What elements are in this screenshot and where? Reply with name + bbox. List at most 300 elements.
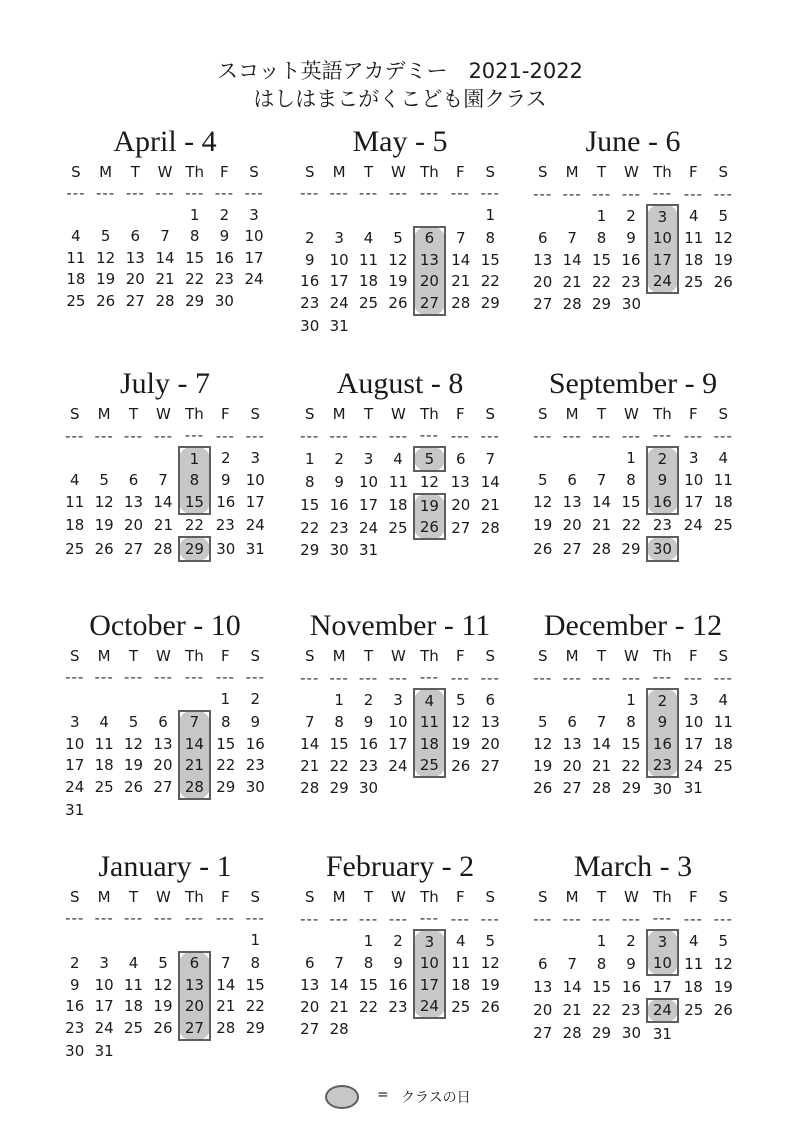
day-cell: 21: [592, 756, 612, 775]
separator-row: [60, 908, 270, 930]
day-cell: [210, 799, 240, 822]
day-cell: 22: [329, 756, 349, 775]
day-cell: 26: [480, 997, 500, 1016]
day-cell: 8: [626, 713, 636, 732]
separator-dash: ---: [65, 909, 85, 928]
separator-dash: ---: [155, 184, 175, 203]
day-cell: 1: [334, 691, 344, 710]
separator-dash: ---: [621, 426, 642, 445]
weekday-label: S: [485, 404, 496, 423]
day-cell: 20: [533, 1001, 553, 1020]
month-block: [528, 850, 738, 1045]
day-cell: [557, 447, 586, 470]
day-cell: [148, 1040, 178, 1063]
month-block: [295, 367, 505, 562]
week-row: [295, 953, 505, 975]
day-cell: 12: [124, 734, 144, 753]
day-cell: [709, 1022, 738, 1045]
day-cell: 14: [155, 248, 175, 267]
week-row: [528, 470, 738, 492]
weekday-label: Th: [653, 646, 672, 665]
day-cell: 2: [250, 690, 261, 709]
day-cell: 23: [215, 516, 235, 535]
day-cell: 29: [592, 1024, 612, 1043]
day-cell: 6: [158, 712, 168, 731]
day-cell: 20: [124, 516, 144, 535]
class-day-marker-icon: [325, 1085, 359, 1109]
class-day-cell: 20: [414, 271, 445, 293]
day-cell: 21: [451, 272, 471, 291]
separator-dash: ---: [562, 909, 582, 928]
day-cell: 1: [304, 449, 315, 468]
day-cell: 14: [562, 250, 582, 269]
class-day-cell: 27: [414, 292, 445, 315]
week-row: [528, 1022, 738, 1045]
day-cell: 5: [393, 228, 403, 247]
weekday-label: S: [718, 162, 729, 181]
day-cell: 9: [393, 954, 403, 973]
week-row: [295, 271, 505, 293]
week-row: [60, 733, 270, 755]
day-cell: 8: [596, 954, 607, 973]
day-cell: 13: [450, 473, 470, 492]
day-cell: 18: [124, 997, 144, 1016]
week-row: [60, 537, 270, 561]
separator-dash: ---: [621, 909, 642, 928]
day-cell: 29: [185, 291, 205, 310]
day-cell: 25: [451, 997, 471, 1016]
weekday-label: Th: [420, 646, 439, 665]
day-cell: 6: [485, 691, 496, 710]
separator-dash: ---: [562, 668, 582, 687]
day-cell: [119, 447, 148, 470]
day-cell: 23: [388, 997, 408, 1016]
class-day-cell: 3: [414, 930, 445, 953]
month-title: August - 8: [336, 367, 464, 400]
day-cell: [678, 293, 708, 316]
day-cell: 1: [596, 207, 607, 226]
day-cell: 24: [359, 518, 379, 537]
day-cell: 15: [621, 734, 641, 753]
day-cell: 11: [684, 954, 704, 973]
day-cell: [445, 204, 475, 227]
day-cell: 24: [329, 294, 349, 313]
separator-dash: ---: [184, 668, 205, 687]
day-cell: 2: [393, 932, 403, 951]
separator-dash: ---: [244, 184, 264, 203]
weekday-label: Th: [420, 162, 439, 181]
day-cell: 14: [300, 734, 320, 753]
day-cell: 9: [250, 712, 261, 731]
day-cell: 1: [626, 691, 636, 710]
day-cell: 9: [363, 713, 374, 732]
month-calendar-table: [528, 886, 738, 1045]
weekday-label: S: [537, 646, 548, 665]
day-cell: 21: [300, 756, 320, 775]
day-cell: 9: [221, 471, 231, 490]
month-title: January - 1: [98, 850, 232, 883]
weekday-header-row: [528, 403, 738, 425]
day-cell: [678, 1022, 708, 1045]
day-cell: 15: [300, 496, 320, 515]
class-day-cell: 3: [647, 930, 678, 953]
day-cell: 18: [684, 250, 704, 269]
day-cell: 12: [713, 229, 733, 248]
day-cell: 27: [451, 518, 471, 537]
day-cell: 19: [94, 516, 114, 535]
day-cell: 16: [65, 997, 85, 1016]
day-cell: 22: [245, 997, 265, 1016]
day-cell: [119, 1040, 148, 1063]
separator-dash: ---: [713, 184, 733, 203]
day-cell: [89, 799, 118, 822]
day-cell: 30: [621, 1024, 642, 1043]
weekday-label: Th: [653, 887, 672, 906]
weekday-label: F: [221, 887, 230, 906]
weekday-label: M: [565, 404, 579, 423]
day-cell: 5: [158, 953, 168, 972]
day-cell: 15: [359, 975, 379, 994]
day-cell: 31: [94, 1041, 114, 1060]
weekday-label: F: [221, 646, 230, 665]
day-cell: 6: [128, 471, 139, 490]
weekday-header-row: [60, 645, 270, 667]
week-row: [295, 930, 505, 953]
day-cell: 28: [592, 779, 612, 798]
month-block: [60, 609, 270, 821]
day-cell: 8: [485, 228, 496, 247]
day-cell: 16: [621, 977, 642, 996]
separator-dash: ---: [591, 184, 612, 203]
weekday-label: S: [69, 404, 80, 423]
day-cell: 29: [216, 778, 236, 797]
week-row: [528, 689, 738, 712]
class-day-cell: 18: [414, 733, 445, 755]
week-row: [528, 491, 738, 514]
day-cell: 15: [592, 250, 612, 269]
weekday-label: W: [624, 887, 639, 906]
week-row: [60, 514, 270, 538]
day-cell: 10: [359, 473, 379, 492]
day-cell: 30: [245, 778, 265, 797]
day-cell: 23: [65, 1019, 85, 1038]
month-calendar-table: [528, 645, 738, 800]
day-cell: 18: [359, 272, 379, 291]
week-row: [528, 537, 738, 561]
day-cell: 26: [388, 294, 408, 313]
class-day-cell: 15: [179, 491, 210, 514]
day-cell: 10: [684, 713, 704, 732]
class-day-cell: 9: [647, 470, 678, 492]
day-cell: 8: [304, 473, 315, 492]
separator-dash: ---: [300, 668, 320, 687]
day-cell: 25: [388, 518, 408, 537]
separator-dash: ---: [450, 668, 470, 687]
separator-dash: ---: [621, 668, 642, 687]
day-cell: [150, 204, 180, 226]
day-cell: 15: [592, 977, 612, 996]
separator-dash: ---: [94, 909, 114, 928]
day-cell: 28: [592, 539, 612, 558]
day-cell: [528, 930, 557, 953]
month-block: [295, 125, 505, 337]
class-day-cell: 27: [179, 1017, 210, 1040]
week-row: [295, 996, 505, 1019]
weekday-label: T: [596, 646, 607, 665]
weekday-label: F: [689, 404, 698, 423]
day-cell: 6: [130, 227, 141, 246]
day-cell: [709, 537, 738, 561]
class-day-cell: 28: [179, 776, 210, 799]
weekday-label: F: [220, 162, 229, 181]
legend-label: クラスの日: [401, 1090, 471, 1106]
day-cell: 18: [94, 756, 114, 775]
weekday-label: F: [456, 404, 465, 423]
day-cell: 24: [684, 756, 704, 775]
month-block: [60, 125, 270, 312]
day-cell: 27: [562, 779, 582, 798]
day-cell: [91, 204, 121, 226]
week-row: [60, 996, 270, 1018]
day-cell: 11: [713, 713, 733, 732]
separator-row: [295, 183, 505, 205]
day-cell: 6: [537, 954, 548, 973]
day-cell: 18: [713, 493, 733, 512]
day-cell: [445, 777, 475, 800]
month-block: [295, 609, 505, 800]
day-cell: 11: [65, 493, 85, 512]
day-cell: 6: [567, 471, 577, 490]
class-day-cell: 9: [647, 712, 678, 734]
weekday-label: M: [97, 646, 111, 665]
day-cell: 28: [329, 1020, 349, 1039]
day-cell: 1: [626, 449, 636, 468]
day-cell: 25: [713, 756, 733, 775]
day-cell: 27: [300, 1020, 320, 1039]
day-cell: 30: [621, 295, 642, 314]
weekday-label: F: [689, 887, 698, 906]
separator-dash: ---: [713, 668, 733, 687]
day-cell: 16: [216, 493, 236, 512]
day-cell: 25: [713, 516, 733, 535]
week-row: [295, 1018, 505, 1041]
day-cell: 21: [562, 272, 582, 291]
day-cell: 3: [363, 449, 374, 468]
day-cell: 26: [533, 779, 553, 798]
day-cell: 2: [363, 691, 374, 710]
day-cell: 25: [359, 294, 379, 313]
separator-dash: ---: [300, 909, 320, 928]
day-cell: [239, 290, 269, 312]
day-cell: 23: [621, 1001, 641, 1020]
weekday-header-row: [528, 886, 738, 908]
day-cell: 8: [221, 712, 231, 731]
day-cell: 24: [65, 778, 85, 797]
day-cell: 20: [451, 496, 471, 515]
day-cell: 29: [621, 539, 641, 558]
day-cell: 10: [684, 471, 704, 490]
day-cell: 22: [184, 516, 204, 535]
day-cell: 28: [451, 294, 471, 313]
month-calendar-table: [295, 403, 505, 562]
day-cell: [241, 799, 270, 822]
day-cell: 10: [245, 471, 265, 490]
separator-dash: ---: [65, 426, 85, 445]
day-cell: 11: [684, 229, 704, 248]
day-cell: [354, 1018, 383, 1041]
weekday-label: W: [391, 646, 406, 665]
day-cell: 5: [128, 712, 139, 731]
day-cell: 28: [300, 779, 320, 798]
separator-dash: ---: [591, 909, 612, 928]
day-cell: 25: [684, 1001, 704, 1020]
month-title: March - 3: [573, 850, 693, 883]
day-cell: 9: [334, 473, 344, 492]
day-cell: 3: [689, 691, 699, 710]
day-cell: [210, 929, 240, 952]
day-cell: 16: [300, 272, 320, 291]
weekday-label: W: [624, 646, 639, 665]
day-cell: [179, 799, 210, 822]
separator-dash: ---: [652, 184, 673, 203]
day-cell: 26: [451, 756, 471, 775]
weekday-label: S: [537, 887, 548, 906]
day-cell: 21: [592, 516, 612, 535]
day-cell: 5: [537, 471, 548, 490]
day-cell: 15: [245, 975, 265, 994]
day-cell: 25: [124, 1019, 144, 1038]
day-cell: 27: [480, 756, 500, 775]
day-cell: 7: [596, 471, 607, 490]
day-cell: 31: [245, 539, 265, 558]
day-cell: 28: [155, 291, 175, 310]
day-cell: 20: [300, 997, 320, 1016]
weekday-label: F: [456, 162, 465, 181]
day-cell: 24: [388, 756, 408, 775]
day-cell: 31: [359, 541, 379, 560]
class-day-cell: 7: [179, 711, 210, 734]
day-cell: 1: [250, 931, 261, 950]
day-cell: 16: [359, 734, 379, 753]
separator-dash: ---: [621, 184, 642, 203]
weekday-label: T: [596, 162, 607, 181]
day-cell: 5: [537, 713, 548, 732]
day-cell: 11: [94, 734, 114, 753]
class-day-cell: 25: [414, 755, 445, 778]
day-cell: 18: [713, 734, 733, 753]
month-title: September - 9: [548, 367, 718, 400]
day-cell: 5: [456, 691, 466, 710]
week-row: [60, 711, 270, 734]
day-cell: [89, 929, 118, 952]
separator-row: [60, 667, 270, 689]
weekday-label: S: [250, 404, 261, 423]
day-cell: 8: [189, 227, 200, 246]
weekday-label: Th: [185, 887, 204, 906]
weekday-label: F: [689, 646, 698, 665]
day-cell: 26: [153, 1019, 173, 1038]
weekday-label: Th: [653, 162, 672, 181]
weekday-header-row: [295, 886, 505, 908]
separator-row: [295, 667, 505, 690]
separator-dash: ---: [96, 184, 116, 203]
day-cell: 10: [65, 734, 85, 753]
day-cell: 15: [480, 250, 500, 269]
day-cell: [414, 777, 445, 800]
day-cell: 16: [329, 496, 349, 515]
class-day-cell: 5: [414, 447, 445, 471]
week-row: [295, 204, 505, 227]
weekday-header-row: [295, 645, 505, 667]
week-row: [61, 290, 269, 312]
separator-dash: ---: [450, 426, 470, 445]
weekday-label: W: [156, 887, 171, 906]
separator-dash: ---: [214, 184, 234, 203]
day-cell: 30: [216, 539, 236, 558]
day-cell: 25: [684, 272, 704, 291]
day-cell: 14: [480, 473, 500, 492]
day-cell: 21: [216, 997, 236, 1016]
month-block: [60, 367, 270, 562]
weekday-label: Th: [420, 404, 439, 423]
class-day-cell: 16: [647, 733, 678, 755]
day-cell: 2: [334, 449, 344, 468]
month-title: July - 7: [120, 367, 210, 400]
day-cell: 31: [65, 800, 85, 819]
separator-dash: ---: [533, 426, 553, 445]
weekday-label: S: [69, 887, 80, 906]
day-cell: 23: [214, 270, 234, 289]
day-cell: [476, 315, 505, 338]
day-cell: 18: [66, 270, 86, 289]
day-cell: 11: [66, 248, 86, 267]
day-cell: 25: [65, 539, 85, 558]
day-cell: [210, 1040, 240, 1063]
weekday-label: T: [128, 646, 139, 665]
day-cell: [709, 293, 738, 316]
day-cell: 19: [388, 272, 408, 291]
separator-dash: ---: [245, 668, 265, 687]
day-cell: [383, 1018, 413, 1041]
day-cell: [148, 929, 178, 952]
separator-dash: ---: [652, 909, 673, 928]
week-row: [295, 227, 505, 250]
week-row: [61, 247, 269, 269]
day-cell: 27: [562, 539, 582, 558]
month-calendar-table: [60, 645, 270, 821]
day-cell: 24: [94, 1019, 114, 1038]
weekday-label: S: [250, 887, 261, 906]
day-cell: [557, 205, 586, 228]
month-block: [528, 609, 738, 800]
weekday-label: S: [304, 162, 315, 181]
week-row: [60, 952, 270, 975]
weekday-header-row: [60, 403, 270, 425]
week-row: [528, 953, 738, 976]
day-cell: 12: [480, 954, 500, 973]
month-calendar-table: [295, 886, 505, 1041]
class-day-cell: 11: [414, 712, 445, 734]
day-cell: [354, 315, 383, 338]
day-cell: 23: [359, 756, 379, 775]
day-cell: 21: [153, 516, 174, 535]
day-cell: 29: [245, 1019, 265, 1038]
weekday-label: W: [157, 162, 173, 181]
weekday-label: Th: [653, 404, 672, 423]
day-cell: [476, 1018, 505, 1041]
separator-row: [528, 425, 738, 448]
day-cell: [60, 688, 89, 711]
